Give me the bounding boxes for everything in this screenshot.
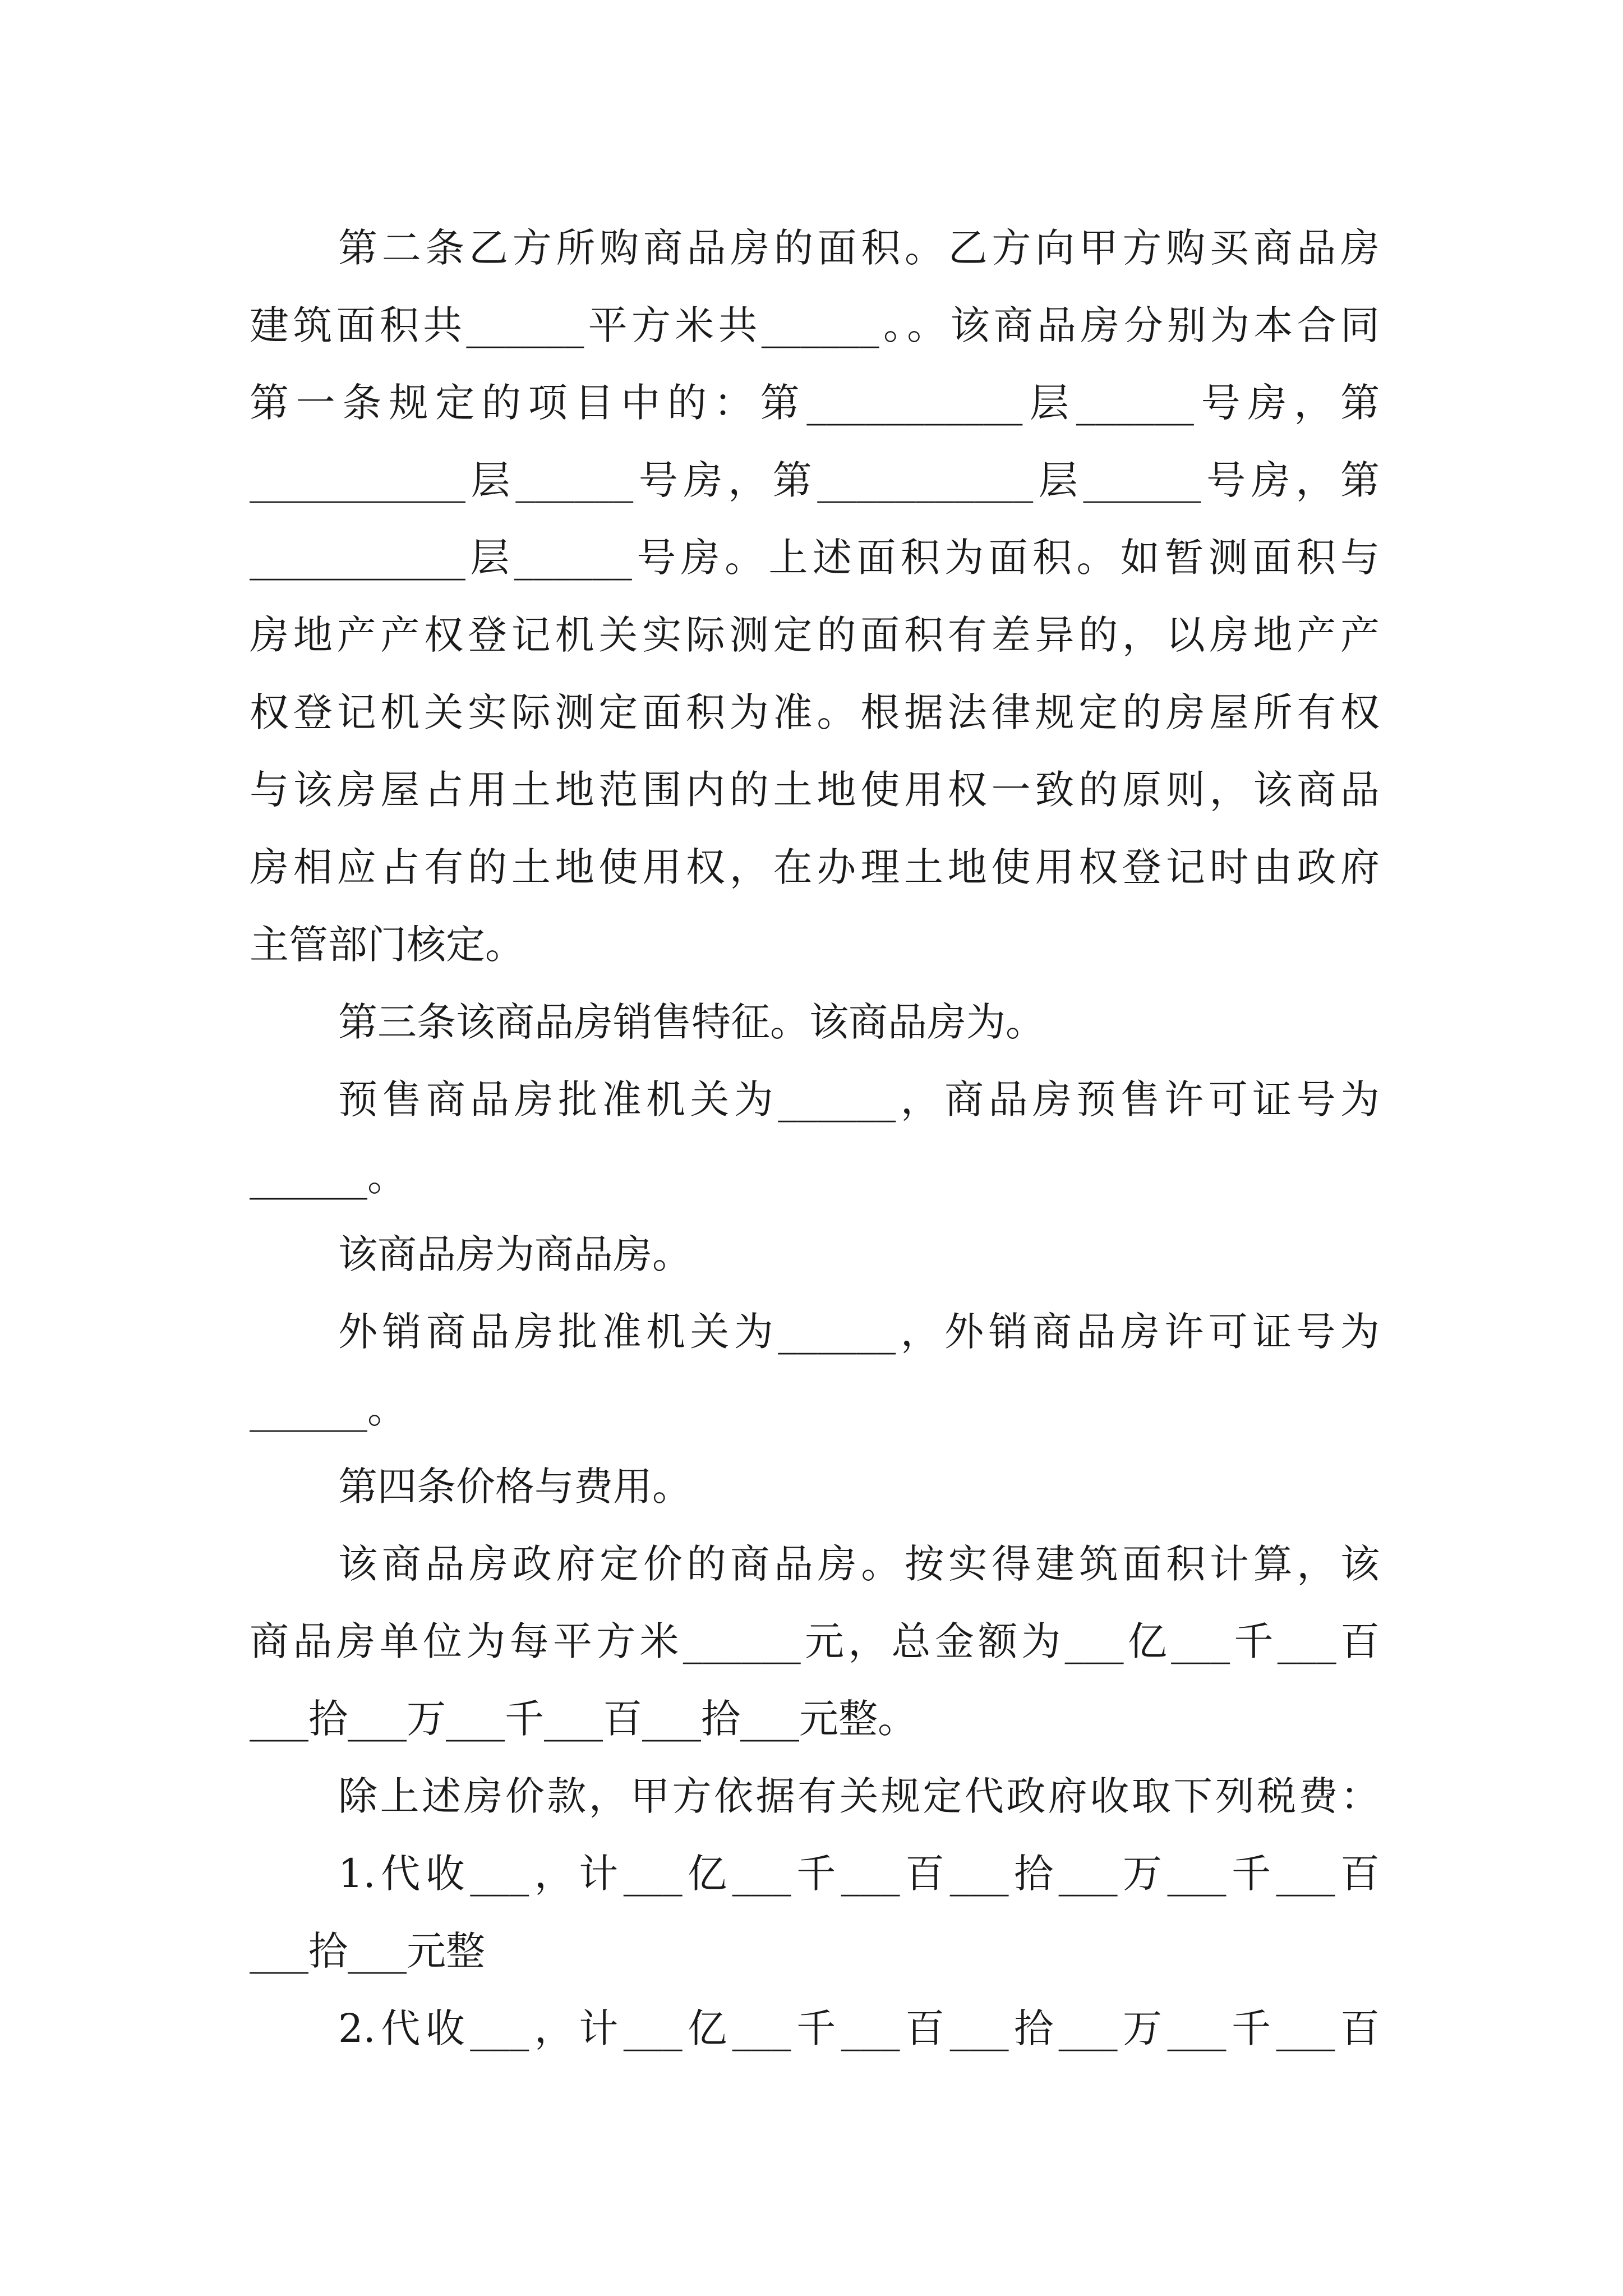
paragraph-line: 房地产产权登记机关实际测定的面积有差异的，以房地产产	[250, 612, 1380, 658]
paragraph-line: 第一条规定的项目中的：第___________层______号房，第	[250, 380, 1380, 426]
paragraph-line: ___________层______号房，第___________层______号房，第	[250, 457, 1380, 503]
paragraph-line: 第四条价格与费用。	[338, 1464, 691, 1510]
paragraph-line: 主管部门核定。	[250, 922, 524, 968]
paragraph-line: ___拾___元整	[250, 1928, 485, 1974]
paragraph-line: 该商品房政府定价的商品房。按实得建筑面积计算，该	[338, 1541, 1380, 1587]
paragraph-line: ______。	[250, 1386, 407, 1432]
paragraph-line: 与该房屋占用土地范围内的土地使用权一致的原则，该商品	[250, 767, 1380, 813]
paragraph-line: 外销商品房批准机关为______，外销商品房许可证号为	[338, 1309, 1380, 1355]
paragraph-line: 预售商品房批准机关为______，商品房预售许可证号为	[338, 1076, 1380, 1122]
paragraph-line: 除上述房价款，甲方依据有关规定代政府收取下列税费：	[338, 1773, 1380, 1819]
paragraph-line: 商品房单位为每平方米______元，总金额为___亿___千___百	[250, 1618, 1380, 1664]
paragraph-line: 第二条乙方所购商品房的面积。乙方向甲方购买商品房	[338, 225, 1380, 271]
paragraph-line: 房相应占有的土地使用权，在办理土地使用权登记时由政府	[250, 844, 1380, 890]
paragraph-line: 建筑面积共______平方米共______。。该商品房分别为本合同	[250, 302, 1380, 348]
paragraph-line: 该商品房为商品房。	[338, 1231, 691, 1277]
paragraph-line: ______。	[250, 1154, 407, 1200]
paragraph-line: ___拾___万___千___百___拾___元整。	[250, 1696, 917, 1742]
paragraph-line: ___________层______号房。上述面积为面积。如暂测面积与	[250, 535, 1380, 581]
paragraph-line: 权登记机关实际测定面积为准。根据法律规定的房屋所有权	[250, 689, 1380, 735]
paragraph-line: 2.代收___，计___亿___千___百___拾___万___千___百	[338, 2005, 1380, 2051]
paragraph-line: 1.代收___，计___亿___千___百___拾___万___千___百	[338, 1851, 1380, 1897]
paragraph-line: 第三条该商品房销售特征。该商品房为。	[338, 999, 1045, 1045]
